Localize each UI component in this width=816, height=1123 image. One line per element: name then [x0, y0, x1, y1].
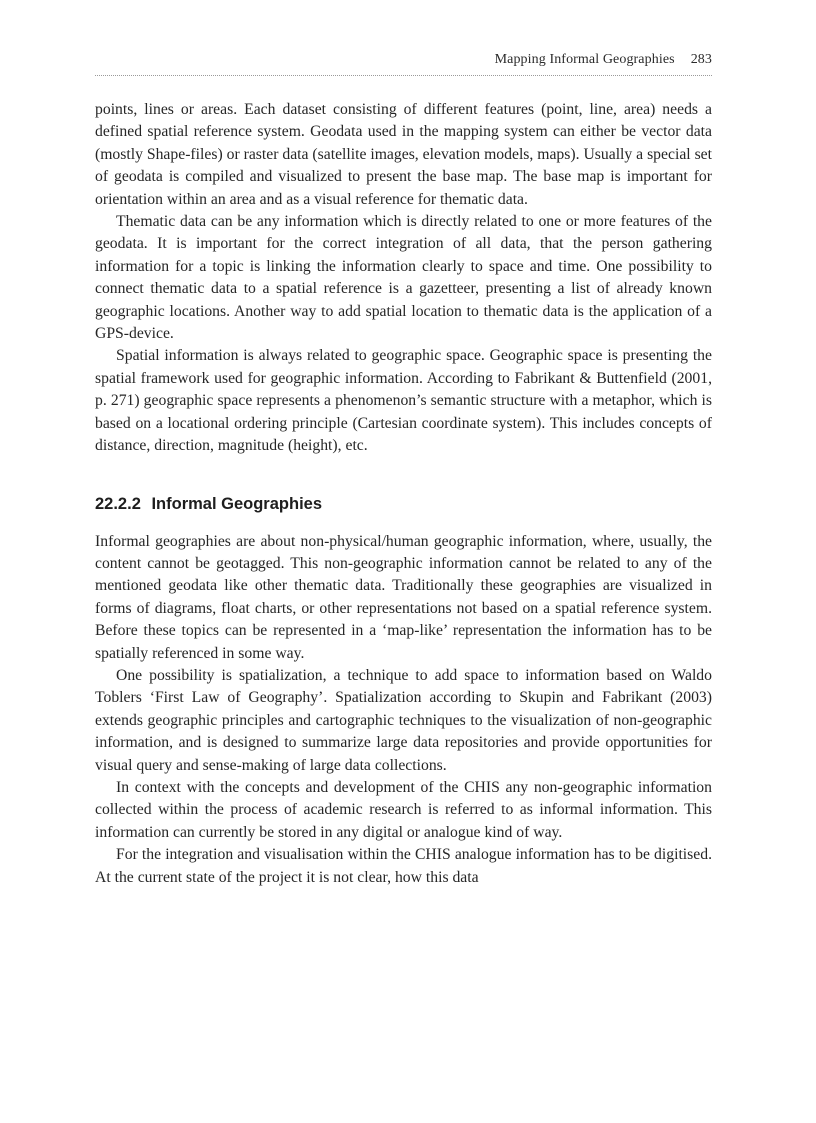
running-title: Mapping Informal Geographies: [494, 52, 675, 67]
page-number: 283: [690, 52, 712, 67]
section-number: 22.2.2: [95, 494, 141, 513]
paragraph: points, lines or areas. Each dataset consisting of different features (point, line, area) needs a defined spatial reference system. Geodata used in the mapping system can either be vector data (mostly Shape-files) or raster data (satellite images, elevation models, maps). Usually a special set of geodata is compiled and visualized to present the base map. The base map is important for orientation within an area and as a visual reference for thematic data.: [95, 101, 712, 208]
body-text: [95, 99, 712, 889]
section-heading: [95, 493, 712, 515]
paragraph: Thematic data can be any information which is directly related to one or more features of the geodata. It is important for the correct integration of all data, that the person gathering information for a topic is linking the information clearly to space and time. One possibility to connect thematic data to a spatial reference is a gazetteer, presenting a list of already known geographic locations. Another way to add spatial location to thematic data is the application of a GPS-device.: [95, 213, 712, 343]
paragraph: Informal geographies are about non-physical/human geographic information, where, usually, the content cannot be geotagged. This non-geographic information cannot be related to any of the mentioned geodata like other thematic data. Traditionally these geographies are visualized in forms of diagrams, float charts, or other representations not based on a spatial reference system. Before these topics can be represented in a ‘map-like’ representation the information has to be spatially referenced in some way.: [95, 532, 712, 662]
paragraph: Spatial information is always related to geographic space. Geographic space is presenting the spatial framework used for geographic information. According to Fabrikant & Buttenfield (2001, p. 271) geographic space represents a phenomenon’s semantic structure with a metaphor, which is based on a locational ordering principle (Cartesian coordinate system). This includes concepts of distance, direction, magnitude (height), etc.: [95, 347, 712, 455]
paragraph: One possibility is spatialization, a technique to add space to information based on Waldo Toblers ‘First Law of Geography’. Spatialization according to Skupin and Fabrikant (2003) extends geographic principles and cartographic techniques to the visualization of non-geographic information, and is designed to summarize large data repositories and provide opportunities for visual query and sense-making of large data collections.: [95, 666, 712, 774]
section-title: Informal Geographies: [151, 494, 323, 513]
paragraph: For the integration and visualisation within the CHIS analogue information has to be digitised. At the current state of the project it is not clear, how this data: [95, 846, 712, 886]
running-head: [95, 52, 712, 68]
paragraph: In context with the concepts and development of the CHIS any non-geographic information collected within the process of academic research is referred to as informal information. This information can currently be stored in any digital or analogue kind of way.: [95, 778, 712, 841]
header-rule: [95, 75, 712, 76]
